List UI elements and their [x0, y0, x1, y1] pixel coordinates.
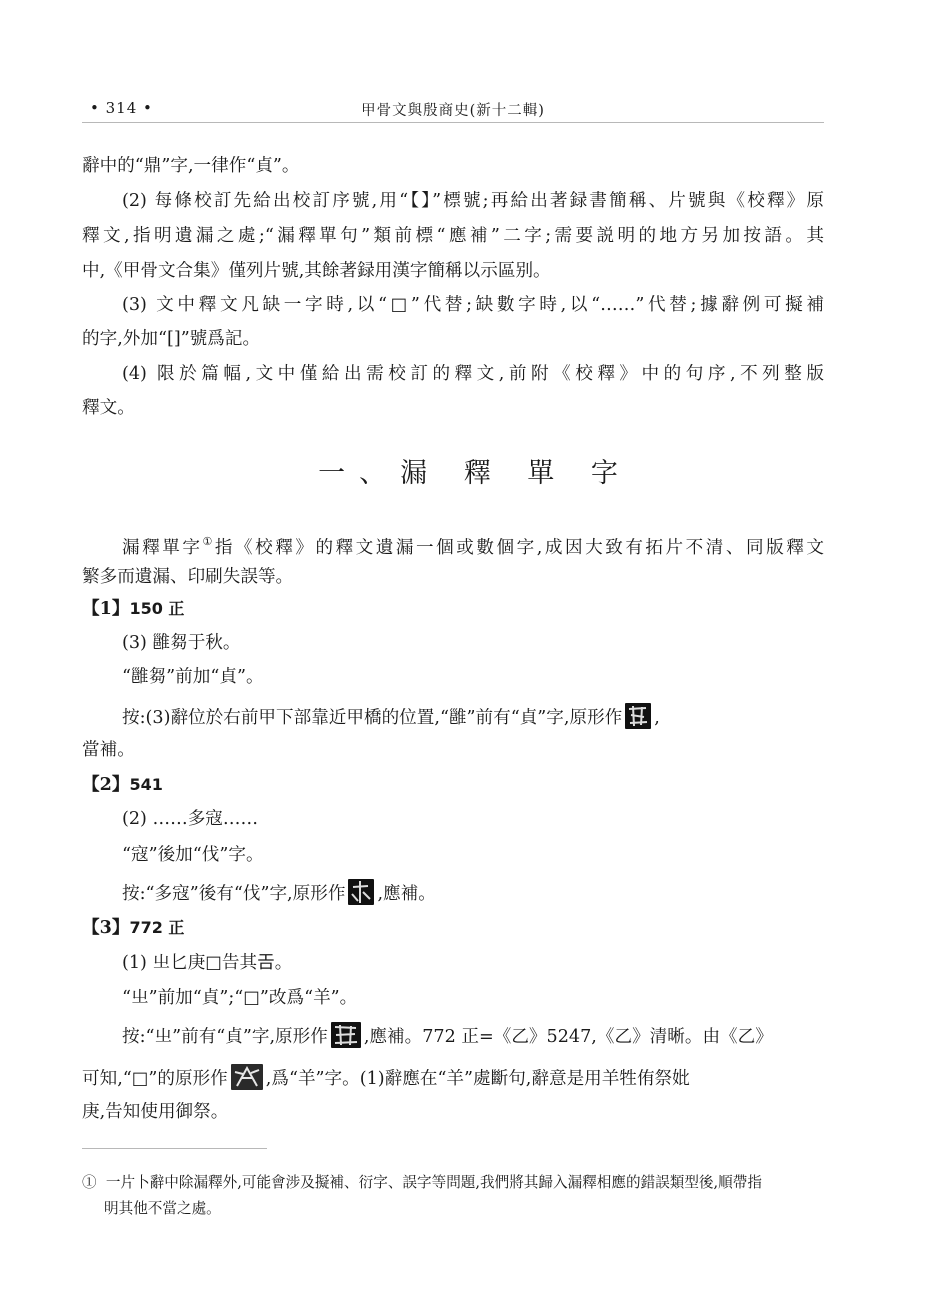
footnote-rule — [82, 1148, 267, 1149]
footnote-line — [82, 1172, 762, 1194]
oracle-glyph-image — [331, 1022, 361, 1048]
note-text: ,爲“羊”字。(1)辭應在“羊”處斷句,辭意是用羊牲侑祭妣 — [265, 1069, 690, 1089]
footnote-text: 一片卜辭中除漏釋外,可能會涉及擬補、衍字、誤字等問題,我們將其歸入漏釋相應的錯誤類型後,順帶指 — [105, 1174, 762, 1191]
entry-number: 【2】 — [82, 774, 130, 795]
note-text: ,應補。772 正=《乙》5247,《乙》清晰。由《乙》 — [363, 1027, 773, 1047]
intro-line: 釋文,指明遺漏之處;“漏釋單句”類前標“應補”二字;需要説明的地方另加按語。其 — [82, 226, 824, 246]
entry-correction: “寇”後加“伐”字。 — [122, 845, 264, 865]
entry-number: 【1】 — [82, 598, 130, 619]
intro-line: 釋文。 — [82, 398, 135, 418]
section-intro-line — [122, 530, 824, 560]
entry-original: (3) 雝芻于秋。 — [122, 633, 241, 653]
section-intro-text: 漏釋單字 — [122, 538, 203, 558]
footnote-reference[interactable]: ① — [202, 535, 215, 548]
note-text: 按:“多寇”後有“伐”字,原形作 — [122, 884, 346, 904]
entry-note — [122, 703, 660, 730]
entry-original: (1) 㞢匕庚□告其𢀛。 — [122, 953, 293, 973]
entry-correction: “㞢”前加“貞”;“□”改爲“羊”。 — [122, 988, 358, 1008]
oracle-glyph-image — [231, 1064, 263, 1090]
oracle-glyph-image — [348, 879, 374, 905]
running-header — [82, 96, 824, 123]
section-intro-text: 指《校釋》的釋文遺漏一個或數個字,成因大致有拓片不清、同版釋文 — [214, 538, 824, 558]
note-text: 按:(3)辭位於右前甲下部靠近甲橋的位置,“雝”前有“貞”字,原形作 — [122, 708, 623, 728]
entry-heading — [82, 916, 184, 940]
entry-heading — [82, 597, 184, 621]
oracle-glyph-image — [625, 703, 651, 729]
intro-line: 中,《甲骨文合集》僅列片號,其餘著録用漢字簡稱以示區别。 — [82, 261, 551, 281]
footnote-mark: ① — [82, 1174, 97, 1191]
note-text: 按:“㞢”前有“貞”字,原形作 — [122, 1027, 328, 1047]
entry-source: 150 正 — [129, 599, 185, 618]
entry-note — [122, 1022, 773, 1049]
entry-correction: “雝芻”前加“貞”。 — [122, 667, 264, 687]
footnote-line: 明其他不當之處。 — [104, 1200, 221, 1217]
note-text: ,應補。 — [377, 884, 436, 904]
entry-heading — [82, 773, 163, 797]
entry-original: (2) ……多寇…… — [122, 809, 259, 829]
intro-line: (3) 文中釋文凡缺一字時,以“□”代替;缺數字時,以“……”代替;據辭例可擬補 — [122, 295, 824, 315]
section-title: 一、漏 釋 單 字 — [318, 458, 632, 489]
note-text: 可知,“□”的原形作 — [82, 1069, 228, 1089]
entry-note — [82, 1064, 690, 1091]
entry-note — [122, 879, 436, 906]
entry-number: 【3】 — [82, 917, 130, 938]
entry-source: 772 正 — [129, 918, 185, 937]
page-number: • 314 • — [90, 99, 153, 117]
intro-line: 辭中的“鼎”字,一律作“貞”。 — [82, 156, 300, 176]
intro-line: (4) 限於篇幅,文中僅給出需校訂的釋文,前附《校釋》中的句序,不列整版 — [122, 364, 824, 384]
running-title: 甲骨文與殷商史(新十二輯) — [361, 103, 545, 119]
entry-note: 當補。 — [82, 740, 135, 760]
section-intro-line: 繁多而遺漏、印刷失誤等。 — [82, 567, 294, 587]
intro-line: 的字,外加“[]”號爲記。 — [82, 329, 261, 349]
entry-note: 庚,告知使用御祭。 — [82, 1102, 229, 1122]
intro-line: (2) 每條校訂先給出校訂序號,用“【】”標號;再給出著録書簡稱、片號與《校釋》原 — [122, 191, 824, 211]
entry-source: 541 — [129, 775, 163, 794]
note-text: , — [654, 708, 660, 728]
